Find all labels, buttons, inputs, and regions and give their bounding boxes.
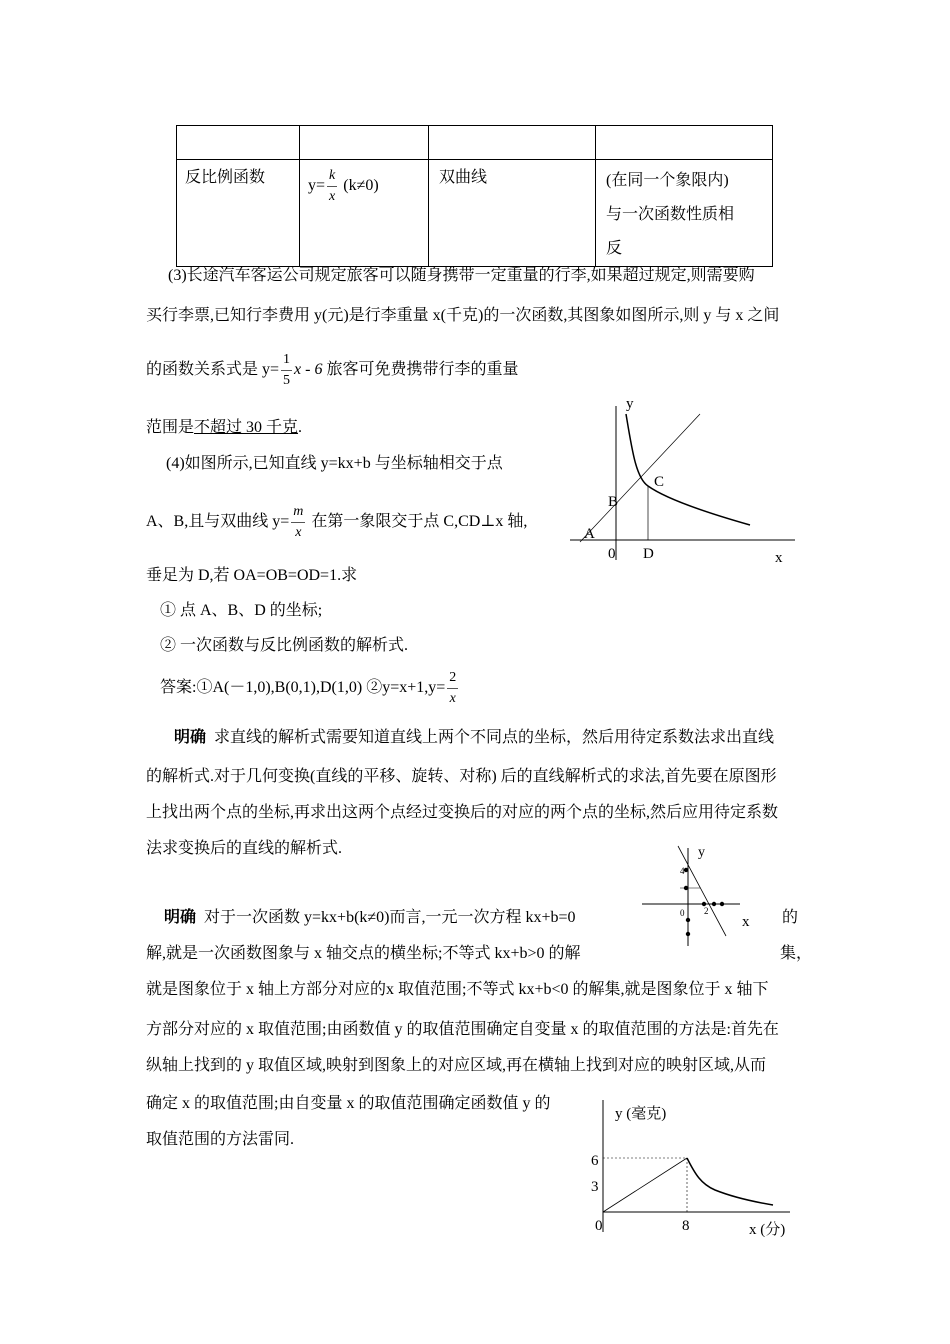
p2-line2: 解,就是一次函数图象与 x 轴交点的横坐标;不等式 kx+b>0 的解 <box>146 945 581 962</box>
p2-text: 对于一次函数 y=kx+b(k≠0)而言,一元一次方程 kx+b=0 <box>204 909 576 926</box>
p2-line6: 确定 x 的取值范围;由自变量 x 的取值范围确定函数值 y 的 <box>146 1095 551 1112</box>
frac-num: 2 <box>447 668 458 689</box>
frac-den: 5 <box>283 373 291 388</box>
p1-text: 求直线的解析式需要知道直线上两个不同点的坐标，然后用待定系数法求出直线 <box>214 729 775 746</box>
table-cell <box>429 160 596 267</box>
p1-line4: 法求变换后的直线的解析式. <box>146 840 343 857</box>
q3-prefix: 的函数关系式是 y= <box>146 361 280 379</box>
origin-label: 0 <box>595 1218 603 1234</box>
q3-range-label: 范围是 <box>146 419 195 436</box>
answer-text: 答案:①A(－1,0),B(0,1),D(1,0) ②y=x+1,y= <box>160 679 446 697</box>
table-cell <box>300 160 429 267</box>
formula-prefix: y= <box>308 177 326 195</box>
x-axis-label: x <box>742 914 750 930</box>
p2-line5: 纵轴上找到的 y 取值区域,映射到图象上的对应区域,再在横轴上找到对应的映射区域,从而 <box>146 1057 767 1074</box>
figure-linear-small <box>640 840 770 950</box>
property-line: 与一次函数性质相 <box>606 206 735 223</box>
point <box>712 902 716 906</box>
table-cell <box>596 160 773 267</box>
y-axis-label: y <box>626 396 634 412</box>
q3-line4 <box>146 414 302 437</box>
q3-line1: (3)长途汽车客运公司规定旅客可以随身携带一定重量的行李,如果超过规定,则需要购 <box>168 267 755 284</box>
point <box>720 902 724 906</box>
property-line: 反 <box>606 240 623 257</box>
frac-den: x <box>295 525 302 540</box>
hyperbola-curve <box>626 414 750 525</box>
y-axis-label: y <box>698 845 705 860</box>
answer-fraction <box>447 668 458 709</box>
p2-line4: 方部分对应的 x 取值范围;由函数值 y 的取值范围确定自变量 x 的取值范围的方法是:首先在 <box>146 1021 779 1038</box>
q3-line3 <box>146 350 518 391</box>
x-axis-label: x (分) <box>749 1222 786 1238</box>
table-cell <box>177 126 300 160</box>
q4-line3: 垂足为 D,若 OA=OB=OD=1.求 <box>146 567 358 584</box>
q4-item2: ② 一次函数与反比例函数的解析式. <box>160 637 409 654</box>
y-tick-label: 4 <box>680 866 685 876</box>
frac-num: m <box>291 502 305 523</box>
table-cell <box>177 160 300 267</box>
property-line: (在同一个象限内) <box>606 172 729 189</box>
point <box>686 918 690 922</box>
point-c-label: C <box>654 474 665 490</box>
p2-line1-end: 的 <box>782 909 799 926</box>
q4-line2 <box>146 502 527 543</box>
function-name: 反比例函数 <box>185 169 266 186</box>
frac-den: x <box>449 691 456 706</box>
figure-concentration <box>585 1094 805 1244</box>
q4-line1: (4)如图所示,已知直线 y=kx+b 与坐标轴相交于点 <box>166 455 503 472</box>
point-d-label: D <box>643 546 654 562</box>
origin-label: 0 <box>680 908 685 918</box>
point <box>686 932 690 936</box>
p1-line3: 上找出两个点的坐标,再求出这两个点经过变换后的对应的两个点的坐标,然后应用待定系数 <box>146 804 779 821</box>
p2-label: 明确 <box>164 909 197 926</box>
graph-name: 双曲线 <box>439 169 488 186</box>
x-axis-label: x <box>775 550 783 566</box>
q3-fraction <box>281 350 292 391</box>
table-cell <box>429 126 596 160</box>
p2-line7: 取值范围的方法雷同. <box>146 1131 295 1148</box>
point-b-label: B <box>608 494 619 510</box>
p2-line2-end: 集， <box>780 945 813 962</box>
table-cell <box>596 126 773 160</box>
straight-line <box>580 414 700 542</box>
function-table <box>176 125 773 267</box>
decay-curve <box>687 1158 773 1205</box>
q3-line2: 买行李票,已知行李费用 y(元)是行李重量 x(千克)的一次函数,其图象如图所示,则 y 与 x 之间 <box>146 307 780 324</box>
y-tick-6: 6 <box>591 1153 599 1169</box>
origin-label: 0 <box>608 546 616 562</box>
q4-answer <box>160 668 460 709</box>
formula <box>300 160 428 207</box>
frac-den: x <box>329 189 336 204</box>
y-axis-label: y (毫克) <box>615 1106 667 1122</box>
q3-answer: 不超过 30 千克 <box>194 419 299 436</box>
q4-fraction <box>291 502 305 543</box>
q4-item1: ① 点 A、B、D 的坐标; <box>160 602 323 619</box>
p1-line1 <box>174 724 774 747</box>
formula-fraction <box>327 166 337 207</box>
frac-num: 1 <box>281 350 292 371</box>
rising-line <box>603 1158 687 1212</box>
point <box>684 886 688 890</box>
q4-suffix: 在第一象限交于点 C,CD⊥x 轴, <box>311 513 528 531</box>
x-tick-8: 8 <box>682 1218 690 1234</box>
y-tick-3: 3 <box>591 1179 599 1195</box>
figure-line-hyperbola <box>570 390 800 570</box>
x-tick-label: 2 <box>704 906 709 916</box>
q3-expr: x - 6 <box>294 361 323 379</box>
p2-line3: 就是图象位于 x 轴上方部分对应的x 取值范围;不等式 kx+b<0 的解集,就是图象位于 x 轴下 <box>146 981 769 998</box>
q3-suffix: 旅客可免费携带行李的重量 <box>326 361 519 379</box>
point-a-label: A <box>584 526 595 542</box>
formula-suffix: (k≠0) <box>343 177 379 195</box>
p2-line1 <box>164 904 576 927</box>
table-cell <box>300 126 429 160</box>
property-text <box>596 160 772 266</box>
p1-line2: 的解析式.对于几何变换(直线的平移、旋转、对称) 后的直线解析式的求法,首先要在原图形 <box>146 768 777 785</box>
frac-num: k <box>327 166 337 187</box>
q3-period: . <box>298 419 303 436</box>
q4-prefix: A、B,且与双曲线 y= <box>146 513 290 531</box>
p1-label: 明确 <box>174 729 207 746</box>
